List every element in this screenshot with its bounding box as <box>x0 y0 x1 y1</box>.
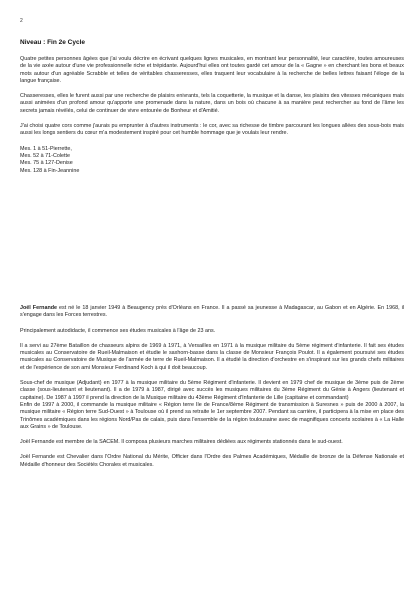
measure-item: Mes. 52 à 71-Colette <box>20 152 71 159</box>
bio-paragraph: Principalement autodidacte, il commence ses études musicales à l'âge de 23 ans. <box>20 327 216 334</box>
bio-paragraph: Enfin de 1997 à 2000, il commande la musique militaire « Région terre Ile de France/8ème Régiment de transmission à Suresnes » puis de 2000 à 2007, la musique militaire « Région terre Sud-Ouest » à Toulouse où il prend sa retraite le 1er septembre 2007. Pendant sa carrière, il participera à la mise en place des Trinômes académiques dans les régions Nord/Pas de calais, puis dans l'ensemble de la région toulousaine avec de magnifiques concerts scolaires à « La Halle aux Grains » de Toulouse. <box>20 401 404 430</box>
bio-paragraph <box>20 305 404 320</box>
page-number: 2 <box>20 18 23 24</box>
intro-section <box>20 56 404 175</box>
intro-paragraph: Chasseresses, elles le furent aussi par une recherche de plaisirs enivrants, tels la coquetterie, la musique et la danse, les plaisirs des vitesses mécaniques mais aussi animées d'un profond amour qu'apporte une promenade dans la nature, dans un bois où chacune à sa manière peut rechercher au fond de l'âme les secrets jamais révélés, celui de continuer de vivre entourée de Bonheur et d'Amitié. <box>20 93 404 114</box>
composer-biography <box>20 305 404 477</box>
measure-item: Mes. 75 à 127-Denise <box>20 160 73 167</box>
level-heading: Niveau : Fin 2e Cycle <box>20 39 86 46</box>
bio-intro-text: est né le 18 janvier 1949 à Beaugency près d'Orléans en France. Il a passé sa jeunesse à Madagascar, au Gabon et en Algérie. En 1968, il s'engage dans les Forces terrestres. <box>20 305 404 319</box>
bio-paragraph: Joël Fernande est membre de la SACEM. Il composa plusieurs marches militaires dédiées aux régiments stationnés dans le sud-ouest. <box>20 439 343 446</box>
bio-paragraph: Il a servi au 27ème Bataillon de chasseurs alpins de 1969 à 1971, à Versailles en 1971 à la musique militaire du 5ème régiment d'infanterie. Il fait ses études musicales au Conservatoire de Rueil-Malmaison et étudie le saxhorn-basse dans la classe de Monsieur François Poulot. Il a également poursuivi ses études musicales au Conservatoire de Musique de l'armée de terre de Rueil-Malmaison. Il a étudié la direction d'orchestre en s'inspirant sur les grands chefs militaires et de l'expérience de son ami Monsieur Ferdinand Koch à qui il doit beaucoup. <box>20 342 404 371</box>
bio-paragraph: Joël Fernande est Chevalier dans l'Ordre National du Mérite, Officier dans l'Ordre des Palmes Académiques, Médaille de bronze de la Défense Nationale et Médaille d'honneur des Sociétés Chorales et musicales. <box>20 454 404 468</box>
measure-item: Mes. 1 à 51-Pierrette, <box>20 145 72 152</box>
measures-list <box>20 146 404 175</box>
bio-paragraph: Sous-chef de musique (Adjudant) en 1977 à la musique militaire du 5ème Régiment d'infanterie. Il devient en 1979 chef de musique de 3ème puis de 2ème classe (sous-lieutenant et lieutenant). Il a de 1979 à 1987, dirigé avec succès les musiques militaires du 3ème Régiment du Génie à Angers (lieutenant et capitaine). De 1987 à 1997 il prend la direction de la Musique militaire du 43ème Régiment d'Infanterie de Lille (capitaine et commandant) <box>20 380 404 401</box>
intro-paragraph: J'ai choisi quatre cors comme j'aurais pu emprunter à d'autres instruments : le cor, avec sa richesse de timbre parcourant les longues allées des sous-bois mais aussi les longs sentiers du cœur m'a modestement inspiré pour cet humble hommage que je voulais leur rendre. <box>20 123 404 137</box>
intro-paragraph: Quatre petites personnes âgées que j'ai voulu décrire en écrivant quelques lignes musicales, en montrant leur personnalité, leur caractère, toutes amoureuses de la vie axée autour d'une vie professionnelle riche et trépidante. Aujourd'hui elles ont toutes gardé cet amour de la « Gagne » en cherchant les bons et beaux mots autour d'un agréable Scrabble et telles de véritables chasseresses, elles traquent leur vocabulaire à la recherche de belles lettres faisant l'éloge de la langue française. <box>20 56 404 84</box>
measure-item: Mes. 128 à Fin-Jeannine <box>20 167 80 174</box>
composer-name: Joël Fernande <box>20 305 58 311</box>
